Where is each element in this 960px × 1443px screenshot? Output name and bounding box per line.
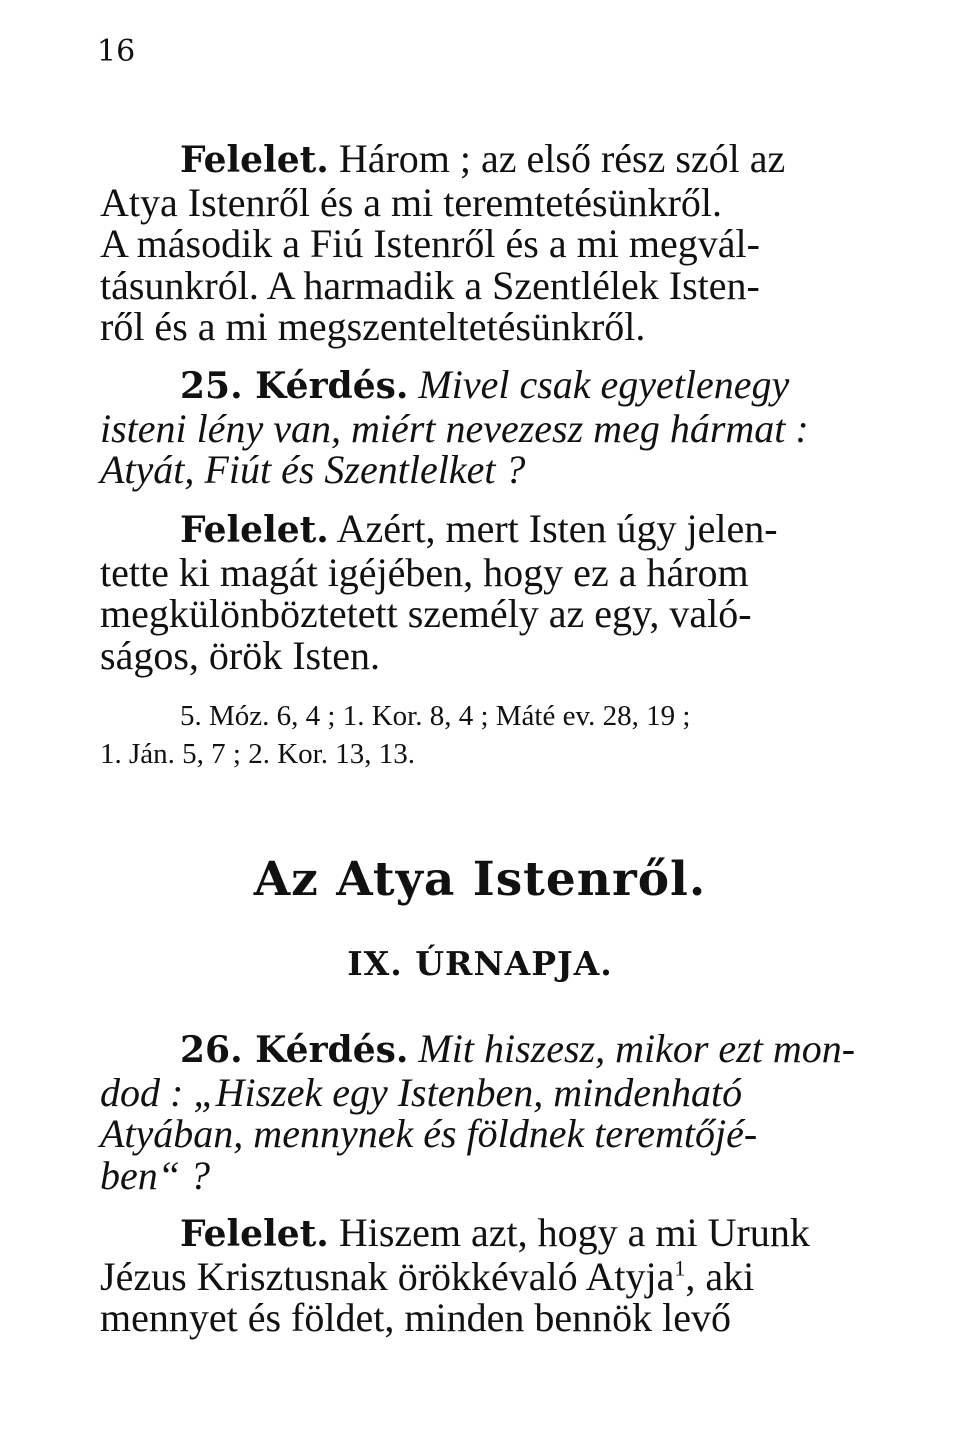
- answer-24-line-5: ről és a mi megszenteltetésünkről.: [100, 304, 646, 349]
- answer-24: [100, 138, 896, 348]
- answer-25-line-1: Felelet. Azért, mert Isten úgy jelen-: [180, 506, 778, 551]
- answer-24-line-1: Felelet. Három ; az első rész szól az: [180, 136, 786, 181]
- question-label: 26. Kérdés.: [180, 1029, 409, 1071]
- section-title: Az Atya Istenről.: [253, 852, 707, 907]
- scripture-references: [100, 697, 896, 773]
- answer-26-line-1: Felelet. Hiszem azt, hogy a mi Urunk: [180, 1210, 810, 1255]
- question-26-line-1: 26. Kérdés. Mit hiszesz, mikor ezt mon-: [180, 1026, 856, 1071]
- answer-26-line-2: Jézus Krisztusnak örökkévaló Atyja$^1$, aki: [100, 1253, 755, 1299]
- references-line-2: 1. Ján. 5, 7 ; 2. Kor. 13, 13.: [100, 738, 415, 770]
- question-25-line-1: 25. Kérdés. Mivel csak egyetlenegy: [180, 362, 790, 407]
- answer-26: [100, 1212, 896, 1339]
- page-number: 16: [97, 34, 136, 69]
- answer-26-line-3: mennyet és földet, minden bennök levő: [100, 1295, 731, 1340]
- footnote-marker: 1: [674, 1255, 686, 1281]
- question-25-line-2: isteni lény van, miért nevezesz meg hármat :: [100, 405, 809, 451]
- answer-24-line-3: A második a Fiú Istenről és a mi megvál-: [100, 221, 760, 266]
- question-26-line-2: dod : „Hiszek egy Istenben, mindenható: [100, 1069, 743, 1115]
- question-26-line-3: Atyában, mennynek és földnek teremtőjé-: [100, 1111, 758, 1156]
- question-25-line-3: Atyát, Fiút és Szentlelket ?: [100, 447, 526, 492]
- question-25: [100, 364, 896, 491]
- references-line-1: 5. Móz. 6, 4 ; 1. Kor. 8, 4 ; Máté ev. 28, 19 ;: [180, 700, 691, 732]
- answer-25-line-3: megkülönböztetett személy az egy, való-: [100, 591, 752, 636]
- answer-label: Felelet.: [180, 139, 329, 181]
- answer-24-line-4: tásunkról. A harmadik a Szentlélek Isten-: [100, 262, 760, 308]
- question-26: [100, 1028, 896, 1196]
- answer-25-line-4: ságos, örök Isten.: [100, 632, 380, 678]
- chapter-title: IX. ÚRNAPJA.: [347, 944, 613, 983]
- question-26-line-4: ben“ ?: [100, 1152, 210, 1198]
- answer-label: Felelet.: [180, 509, 329, 551]
- answer-25-line-2: tette ki magát igéjében, hogy ez a három: [100, 549, 749, 595]
- question-label: 25. Kérdés.: [180, 365, 409, 407]
- answer-label: Felelet.: [180, 1213, 329, 1255]
- answer-25: [100, 508, 896, 676]
- answer-24-line-2: Atya Istenről és a mi teremtetésünkről.: [100, 179, 723, 225]
